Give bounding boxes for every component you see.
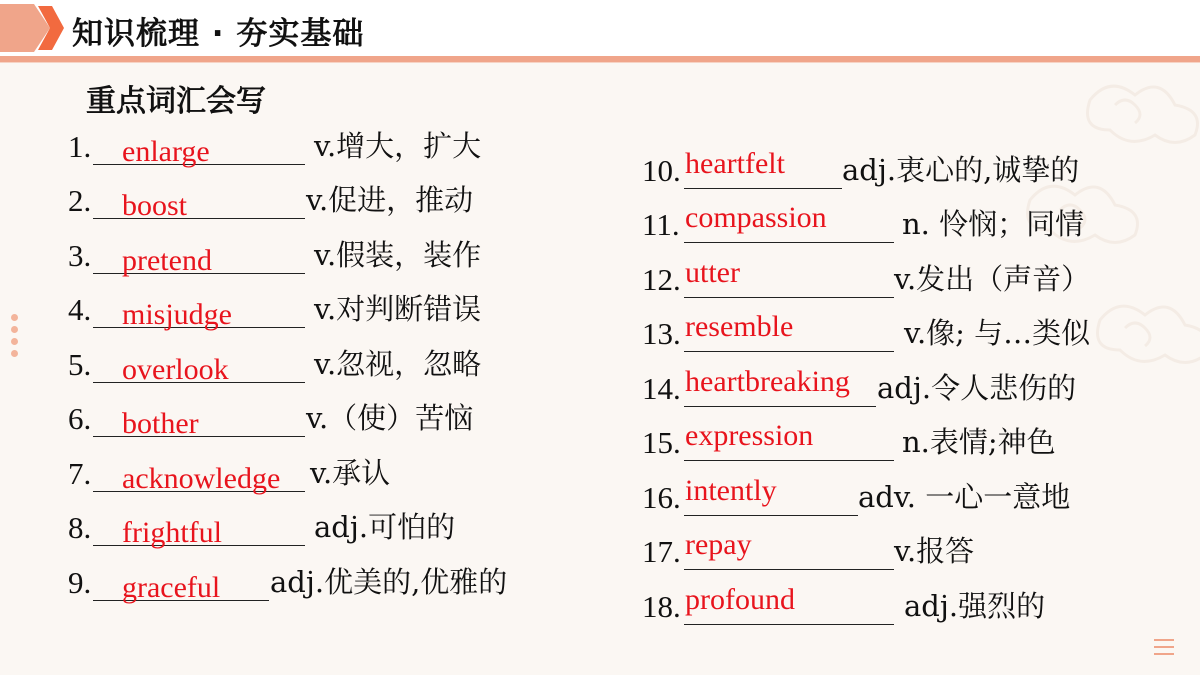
header-divider-thin	[0, 62, 1200, 63]
item-number: 6.	[68, 401, 92, 436]
definition: v.报答	[894, 534, 975, 568]
answer-text: profound	[685, 582, 795, 616]
definition: adj.优美的,优雅的	[270, 564, 508, 599]
answer-text: repay	[685, 528, 752, 561]
answer-blank	[684, 460, 894, 461]
item-number: 12.	[642, 261, 681, 297]
answer-text: enlarge	[122, 134, 210, 168]
definition: v.像; 与…类似	[904, 316, 1091, 350]
item-number: 15.	[642, 425, 681, 460]
item-number: 8.	[68, 510, 92, 545]
answer-text: pretend	[122, 243, 212, 277]
answer-blank	[684, 242, 894, 243]
answer-text: expression	[685, 419, 814, 452]
answer-text: compassion	[685, 201, 827, 234]
answer-blank	[684, 351, 894, 352]
item-number: 16.	[642, 479, 681, 515]
answer-text: resemble	[685, 310, 794, 343]
answer-text: frightful	[122, 516, 222, 549]
answer-blank	[684, 569, 894, 570]
definition: adj.衷心的,诚挚的	[842, 152, 1080, 187]
answer-text: overlook	[122, 352, 229, 386]
answer-blank	[684, 297, 894, 298]
definition: v.忽视，忽略	[314, 346, 482, 381]
item-number: 5.	[68, 346, 92, 382]
definition: v.发出（声音）	[894, 261, 1091, 296]
item-number: 2.	[68, 183, 92, 218]
page-title: 知识梳理 · 夯实基础	[72, 16, 365, 52]
answer-blank	[684, 515, 858, 516]
answer-text: heartfelt	[685, 146, 785, 180]
answer-text: acknowledge	[122, 461, 281, 495]
item-number: 9.	[68, 564, 92, 600]
item-number: 17.	[642, 534, 681, 569]
definition: adj.强烈的	[904, 588, 1046, 623]
answer-blank	[684, 188, 842, 189]
answer-blank	[684, 624, 894, 625]
definition: v.承认	[310, 455, 391, 490]
definition: v.增大，扩大	[314, 128, 482, 163]
item-number: 14.	[642, 370, 681, 406]
item-number: 11.	[642, 207, 680, 242]
item-number: 7.	[68, 455, 92, 491]
answer-text: intently	[685, 473, 777, 507]
definition: v.促进，推动	[306, 183, 474, 217]
answer-text: heartbreaking	[685, 364, 850, 398]
chevron-right-icon	[0, 4, 64, 52]
definition: adj.可怕的	[314, 510, 456, 544]
answer-text: graceful	[122, 570, 221, 604]
dots-icon	[11, 314, 19, 362]
definition: adv. 一心一意地	[858, 479, 1071, 514]
answer-text: misjudge	[122, 298, 232, 331]
answer-text: utter	[685, 255, 740, 289]
definition: v.假装，装作	[314, 237, 482, 272]
answer-text: boost	[122, 189, 188, 222]
definition: n.表情;神色	[902, 425, 1056, 459]
item-number: 1.	[68, 128, 92, 164]
item-number: 18.	[642, 588, 681, 624]
definition: v.对判断错误	[314, 292, 482, 326]
item-number: 4.	[68, 292, 92, 327]
answer-text: bother	[122, 407, 199, 440]
definition: n. 怜悯；同情	[902, 207, 1085, 241]
definition: adj.令人悲伤的	[877, 370, 1077, 405]
item-number: 10.	[642, 152, 681, 188]
answer-blank	[684, 406, 876, 407]
item-number: 3.	[68, 237, 92, 273]
definition: v.（使）苦恼	[306, 401, 474, 435]
section-title: 重点词汇会写	[86, 84, 266, 119]
menu-icon[interactable]	[1154, 639, 1174, 655]
item-number: 13.	[642, 316, 681, 351]
